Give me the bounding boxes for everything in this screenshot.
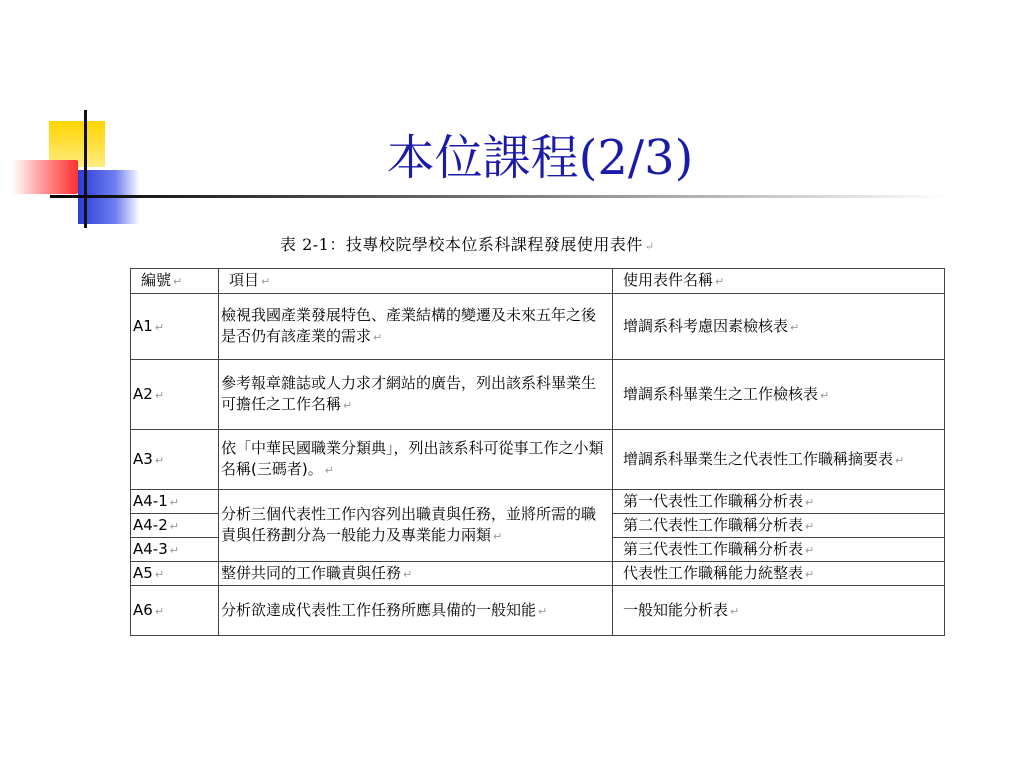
- row-id: A1 ↵: [131, 294, 219, 360]
- row-form: 第二代表性工作職稱分析表 ↵: [613, 514, 945, 538]
- table-row: [131, 430, 945, 490]
- row-id: A6 ↵: [131, 586, 219, 636]
- header-id: 編號 ↵: [131, 269, 219, 294]
- table-row: [131, 360, 945, 430]
- row-id: A2 ↵: [131, 360, 219, 430]
- row-item: 分析欲達成代表性工作任務所應具備的一般知能 ↵: [219, 586, 613, 636]
- table-row: [131, 294, 945, 360]
- logo-vertical-line: [84, 110, 87, 228]
- row-item: 分析三個代表性工作內容列出職責與任務，並將所需的職責與任務劃分為一般能力及專業能力兩類 ↵: [219, 490, 613, 562]
- row-form: 增調系科畢業生之代表性工作職稱摘要表 ↵: [613, 430, 945, 490]
- row-id: A4-1 ↵: [131, 490, 219, 514]
- table-header-row: [131, 269, 945, 294]
- row-id: A5 ↵: [131, 562, 219, 586]
- row-item: 檢視我國產業發展特色、產業結構的變遷及未來五年之後是否仍有該產業的需求 ↵: [219, 294, 613, 360]
- forms-table: [130, 268, 945, 636]
- row-id: A4-3 ↵: [131, 538, 219, 562]
- row-form: 第一代表性工作職稱分析表 ↵: [613, 490, 945, 514]
- table-row: [131, 490, 945, 514]
- header-item: 項目 ↵: [219, 269, 613, 294]
- row-id: A4-2 ↵: [131, 514, 219, 538]
- row-form: 增調系科考慮因素檢核表 ↵: [613, 294, 945, 360]
- slide-title: 本位課程(2/3): [386, 130, 694, 186]
- logo-red-bar: [12, 160, 78, 194]
- row-item: 依「中華民國職業分類典」，列出該系科可從事工作之小類名稱(三碼者)。 ↵: [219, 430, 613, 490]
- row-form: 代表性工作職稱能力統整表 ↵: [613, 562, 945, 586]
- row-item: 整併共同的工作職責與任務 ↵: [219, 562, 613, 586]
- row-id: A3 ↵: [131, 430, 219, 490]
- table-caption: [280, 232, 840, 255]
- header-form: 使用表件名稱 ↵: [613, 269, 945, 294]
- row-form: 一般知能分析表 ↵: [613, 586, 945, 636]
- table-row: [131, 586, 945, 636]
- row-form: 第三代表性工作職稱分析表 ↵: [613, 538, 945, 562]
- row-form: 增調系科畢業生之工作檢核表 ↵: [613, 360, 945, 430]
- table-caption-text: 表 2-1：技專校院學校本位系科課程發展使用表件: [280, 235, 643, 254]
- return-mark: ↵: [644, 240, 655, 253]
- title-underline: [50, 195, 950, 198]
- table-row: [131, 562, 945, 586]
- row-item: 參考報章雜誌或人力求才網站的廣告，列出該系科畢業生可擔任之工作名稱 ↵: [219, 360, 613, 430]
